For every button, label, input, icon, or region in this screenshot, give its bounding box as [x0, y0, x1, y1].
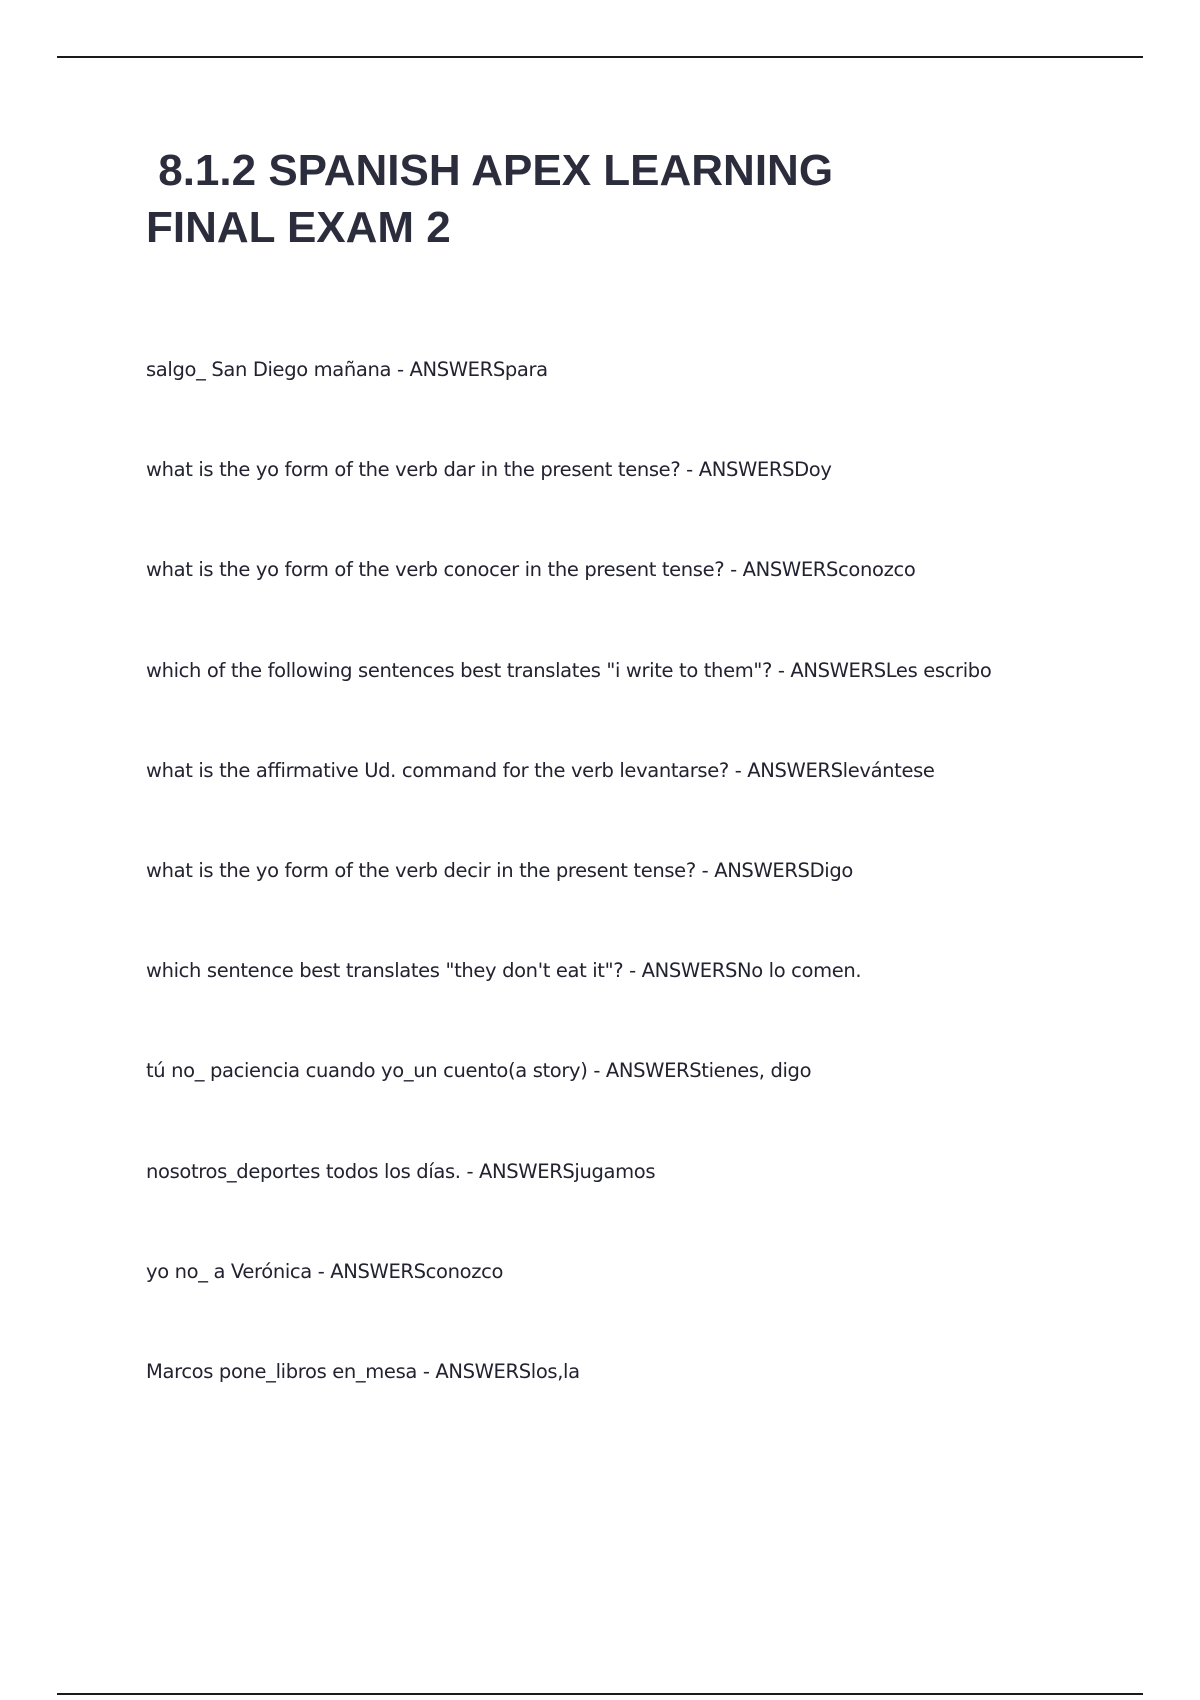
qa-item: what is the yo form of the verb conocer in the present tense? - ANSWERSconozco — [146, 558, 916, 582]
qa-item: tú no_ paciencia cuando yo_un cuento(a story) - ANSWERStienes, digo — [146, 1059, 812, 1083]
page-title: 8.1.2 SPANISH APEX LEARNING FINAL EXAM 2 — [146, 146, 834, 252]
question-answer-list — [146, 355, 1106, 1457]
qa-item: nosotros_deportes todos los días. - ANSWERSjugamos — [146, 1159, 656, 1183]
qa-item: what is the yo form of the verb decir in the present tense? - ANSWERSDigo — [146, 858, 853, 882]
bottom-divider — [57, 1693, 1143, 1695]
qa-item: which of the following sentences best translates "i write to them"? - ANSWERSLes escribo — [146, 658, 992, 682]
qa-item: Marcos pone_libros en_mesa - ANSWERSlos,la — [146, 1359, 580, 1383]
qa-item: what is the yo form of the verb dar in the present tense? - ANSWERSDoy — [146, 458, 832, 482]
qa-item: yo no_ a Verónica - ANSWERSconozco — [146, 1259, 504, 1283]
qa-item: salgo_ San Diego mañana - ANSWERSpara — [146, 358, 548, 381]
top-divider — [57, 56, 1143, 58]
qa-item: what is the affirmative Ud. command for the verb levantarse? - ANSWERSlevántese — [146, 758, 935, 782]
qa-item: which sentence best translates "they don't eat it"? - ANSWERSNo lo comen. — [146, 959, 862, 983]
